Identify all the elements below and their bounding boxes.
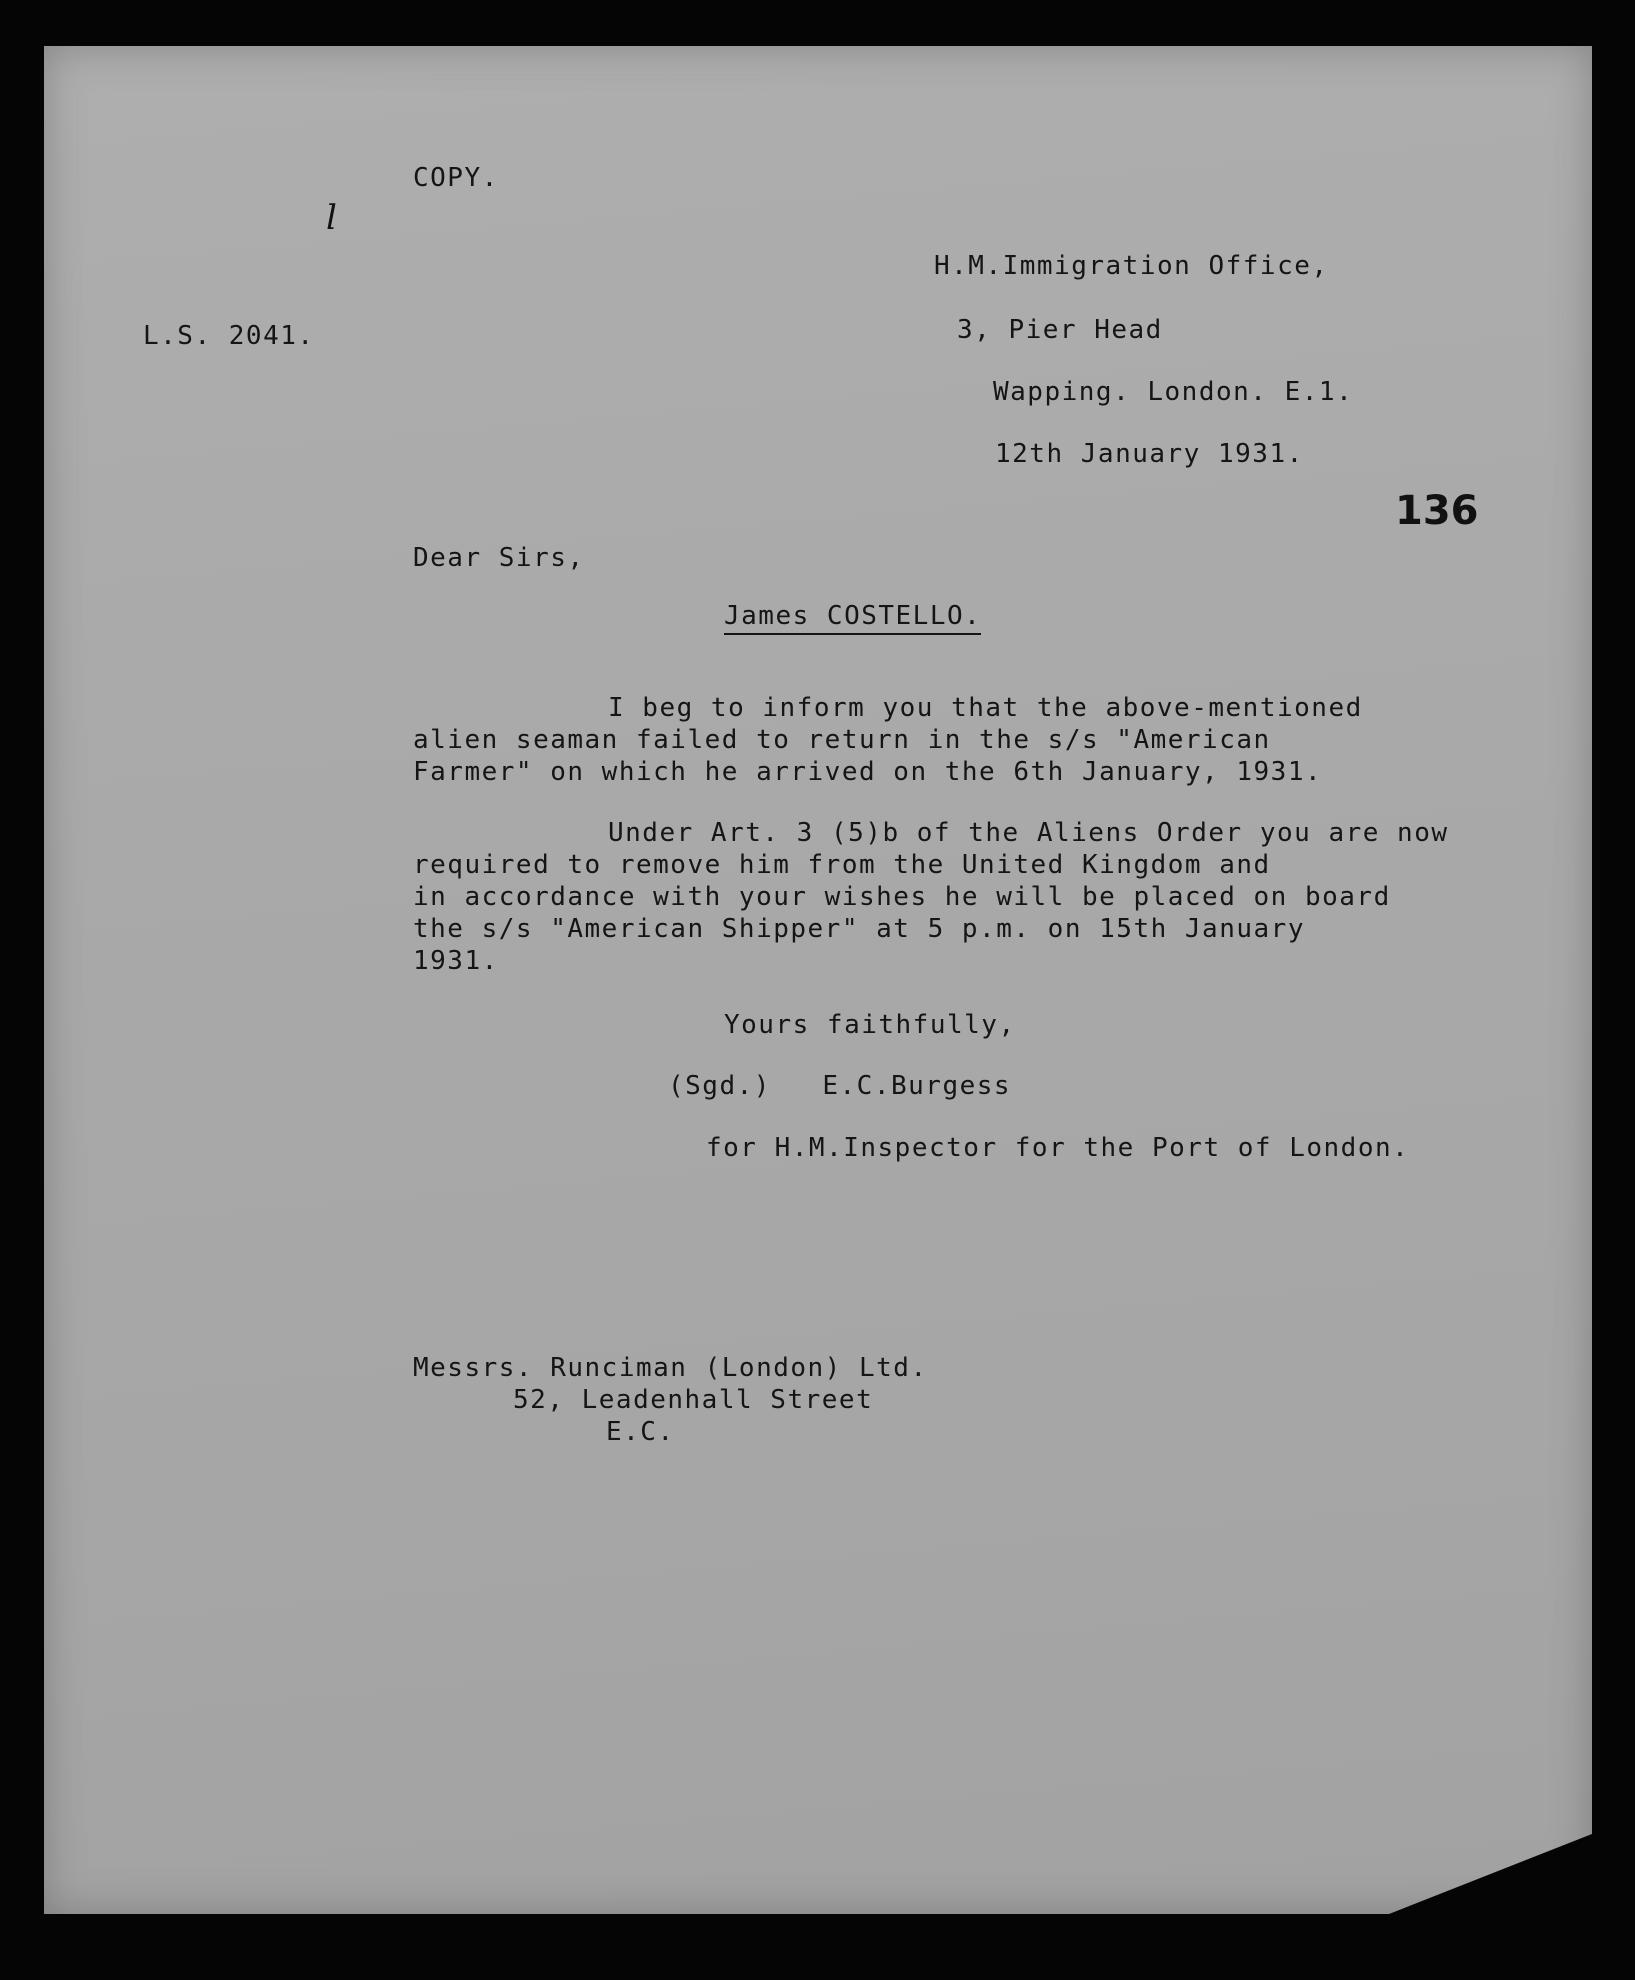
handwritten-mark: l [326,198,337,238]
paragraph2-line3: in accordance with your wishes he will be placed on board [413,882,1391,912]
paragraph2-line5: 1931. [413,946,499,976]
signature: (Sgd.) E.C.Burgess [668,1071,1012,1101]
sender-address-line1: H.M.Immigration Office, [934,251,1329,281]
signatory-title: for H.M.Inspector for the Port of London. [706,1133,1410,1163]
recipient-line2: 52, Leadenhall Street [513,1385,874,1415]
sender-address-line2: 3, Pier Head [957,315,1163,345]
recipient-line1: Messrs. Runciman (London) Ltd. [413,1353,928,1383]
torn-corner [1302,1834,1592,1914]
page-number: 136 [1395,488,1479,534]
closing: Yours faithfully, [724,1010,1016,1040]
paragraph2-line4: the s/s "American Shipper" at 5 p.m. on 15th January [413,914,1305,944]
paragraph1-line1: I beg to inform you that the above-mentioned [608,693,1363,723]
paragraph2-line2: required to remove him from the United Kingdom and [413,850,1271,880]
letter-subject: James COSTELLO. [724,603,981,635]
salutation: Dear Sirs, [413,543,585,573]
letter-date: 12th January 1931. [995,439,1304,469]
recipient-line3: E.C. [606,1417,675,1447]
sender-address-line3: Wapping. London. E.1. [993,377,1354,407]
reference-number: L.S. 2041. [143,321,315,351]
paragraph1-line2: alien seaman failed to return in the s/s "American [413,725,1271,755]
paragraph2-line1: Under Art. 3 (5)b of the Aliens Order you are now [608,818,1449,848]
copy-label: COPY. [413,163,499,193]
paragraph1-line3: Farmer" on which he arrived on the 6th January, 1931. [413,757,1323,787]
